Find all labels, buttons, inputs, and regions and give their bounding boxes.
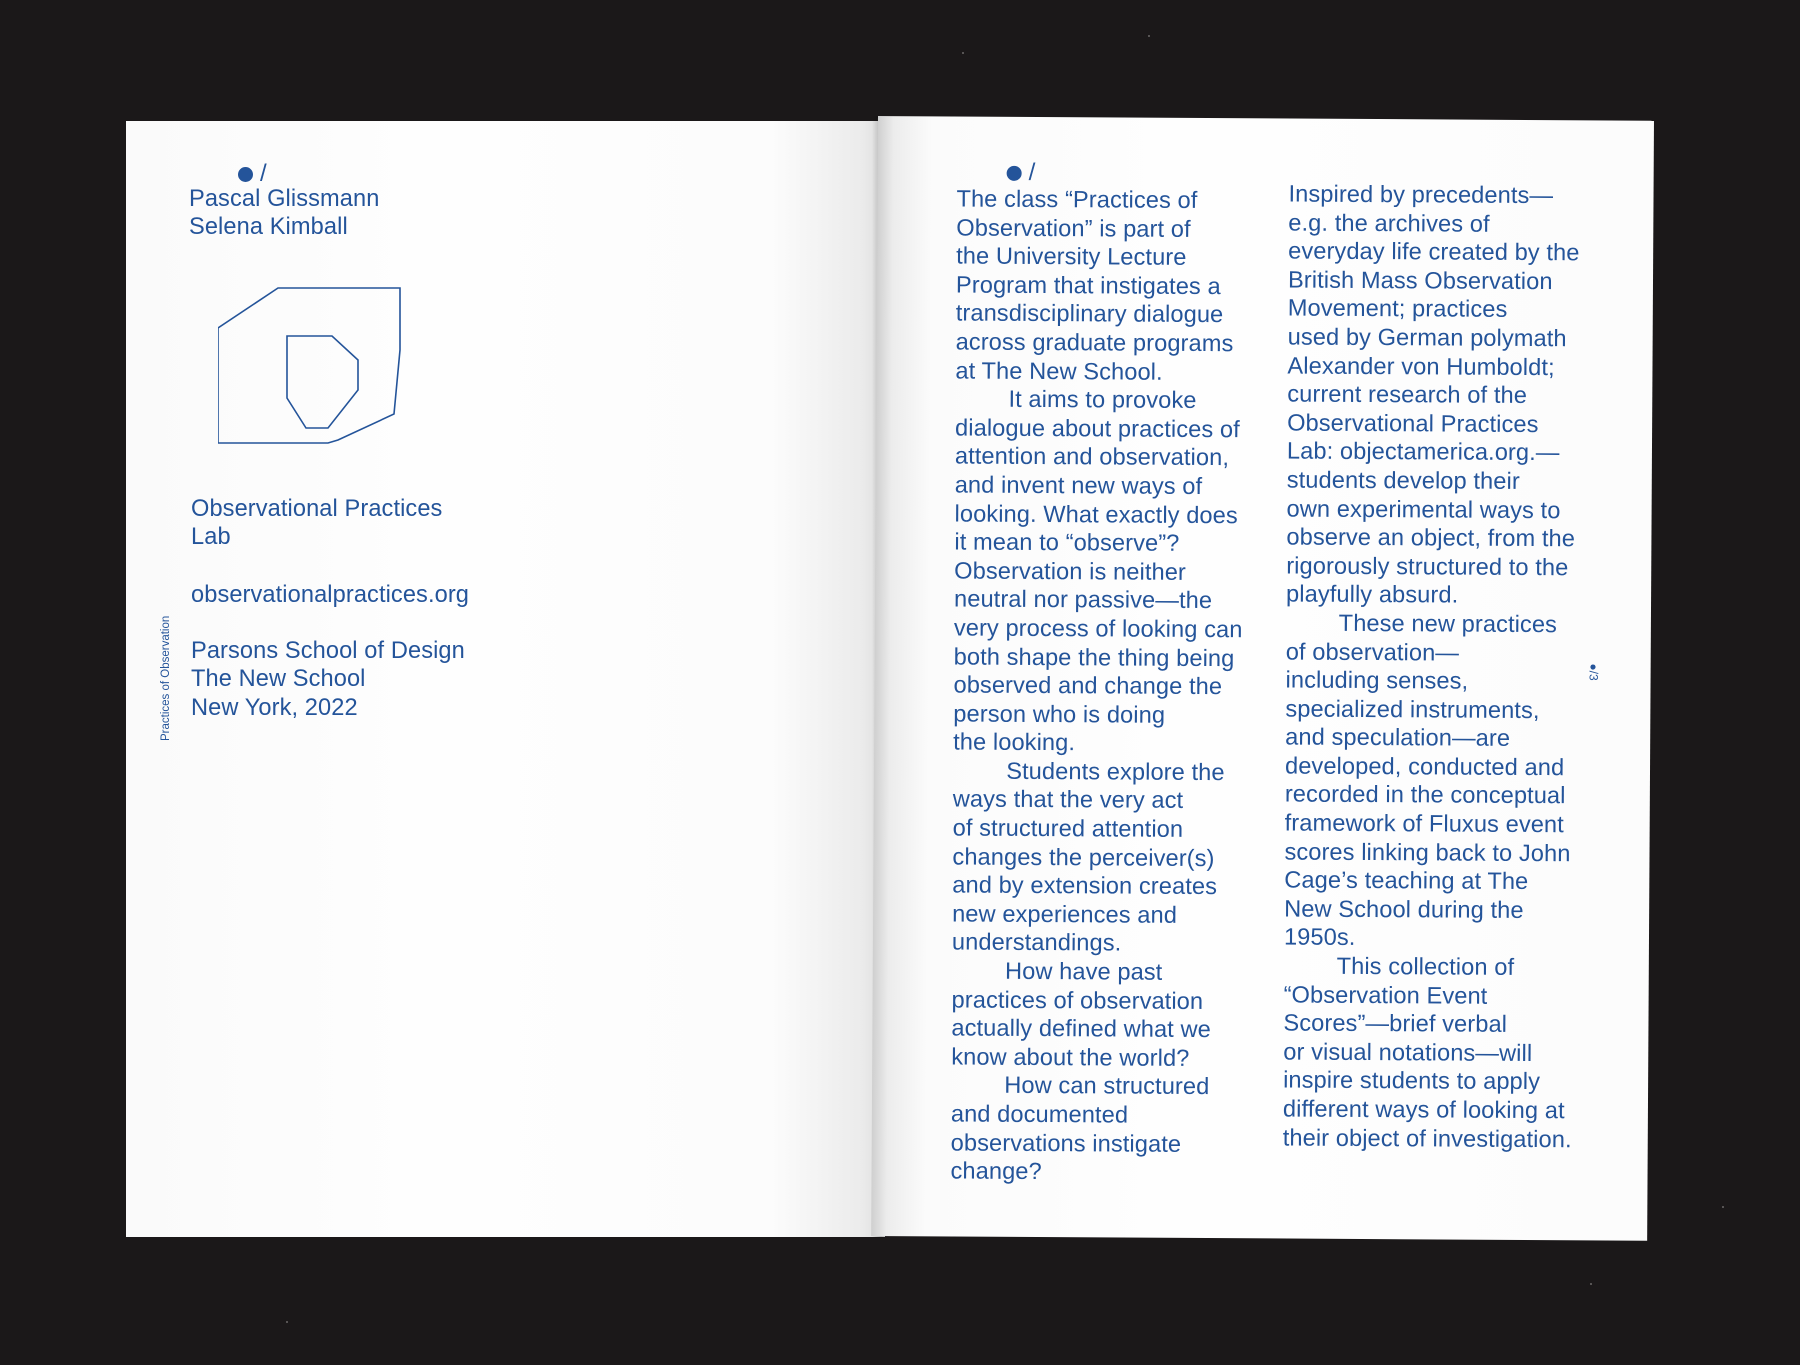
dust-speck <box>286 1321 288 1323</box>
left-page <box>126 121 885 1237</box>
institution-block: Parsons School of Design The New School New York, 2022 <box>191 638 465 721</box>
body-column-1: The class “Practices of Observation” is part of the University Lecture Program that instigates a transdisciplinary dialogue across graduate programs at The New School. It aims to provoke dialogue about practices of attention and observation, and invent new ways of looking. What exactly does it mean to “observe”? Observation is neither neutral nor passive—the very process of looking can both shape the thing being observed and change the person who is doing the looking. Students explore the ways that the very act of structured attention changes the perceiver(s) and by extension creates new experiences and understandings. How have past practices of observation actually defined what we know about the world? How can structured and documented observations instigate change? <box>950 186 1243 1186</box>
dot-icon <box>1007 165 1022 180</box>
dot-icon <box>238 167 253 182</box>
page-mark-slash: / <box>260 160 267 187</box>
dust-speck <box>962 52 964 54</box>
vertical-running-title: Practices of Observation <box>160 615 172 741</box>
lab-url: observationalpractices.org <box>191 582 470 608</box>
dust-speck <box>1722 1206 1724 1208</box>
right-page <box>871 116 1654 1241</box>
authors: Pascal Glissmann Selena Kimball <box>189 186 380 241</box>
body-column-2: Inspired by precedents— e.g. the archives of everyday life created by the British Mass Observation Movement; practices used by German polymath Alexander von Humboldt; current research of the Observational Practices Lab: objectamerica.org.— students develop their own experimental ways to observe an object, from the rigorously structured to the playfully absurd. These new practices of observation— including senses, specialized instruments, and speculation—are developed, conducted and recorded in the conceptual framework of Fluxus event scores linking back to John Cage’s teaching at The New School during the 1950s. This collection of “Observation Event Scores”—brief verbal or visual notations—will inspire students to apply different ways of looking at their object of investigation. <box>1282 181 1580 1153</box>
dust-speck <box>1148 35 1150 37</box>
page-mark <box>1007 158 1036 186</box>
lab-name: Observational Practices Lab <box>191 496 443 551</box>
dust-speck <box>1590 1283 1592 1285</box>
nested-octagons-icon <box>218 286 410 446</box>
page-mark-slash: / <box>1028 158 1036 186</box>
page-mark <box>238 162 267 186</box>
page-folio: ●/3 <box>1586 663 1601 681</box>
